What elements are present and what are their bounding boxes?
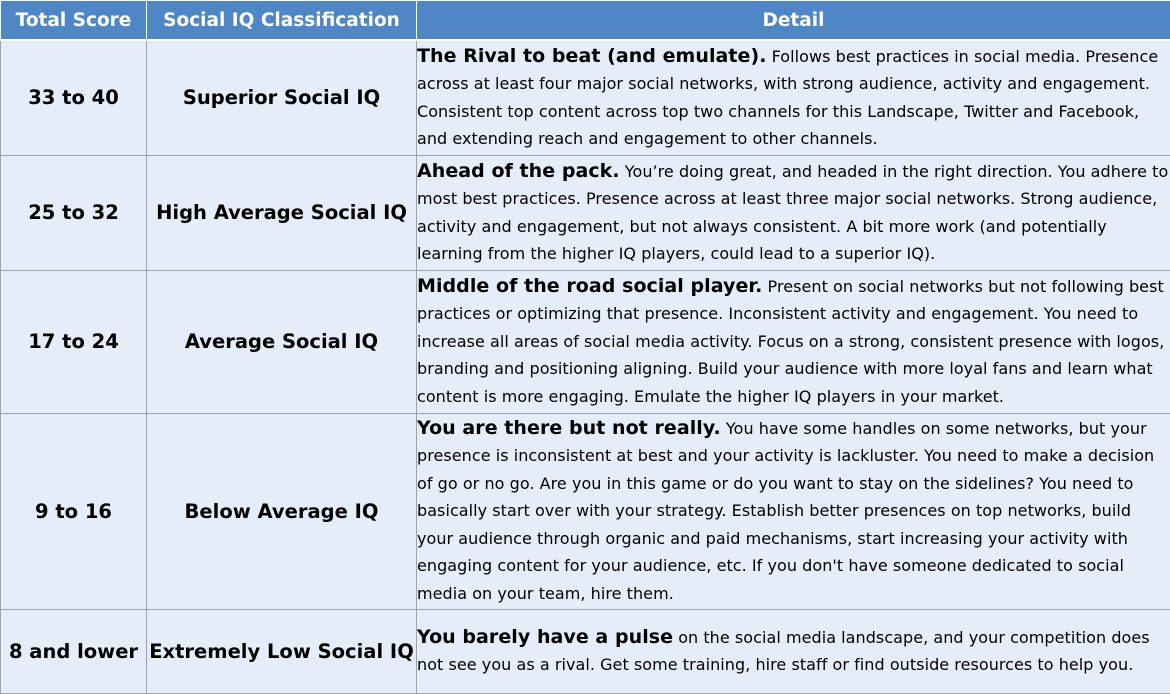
detail-lead: The Rival to beat (and emulate). — [417, 45, 766, 67]
classification-cell: Below Average IQ — [147, 413, 417, 609]
detail-text: on the social media landscape, and your competition does not see you as a rival. Get some training, hire staff or find outside resources to help you. — [417, 628, 1150, 675]
score-cell: 9 to 16 — [1, 413, 147, 609]
classification-cell: Average Social IQ — [147, 270, 417, 413]
score-cell: 33 to 40 — [1, 40, 147, 155]
score-cell: 25 to 32 — [1, 155, 147, 270]
detail-text: You’re doing great, and headed in the right direction. You adhere to most best practices. Presence across at least three major social networks. Strong audience, activity and engagement, but not always consistent. A bit more work (and potentially learning from the higher IQ players, could lead to a superior IQ). — [417, 162, 1168, 264]
classification-cell: High Average Social IQ — [147, 155, 417, 270]
table-row — [1, 609, 1170, 693]
table-row — [1, 270, 1170, 413]
header-row — [1, 1, 1170, 41]
detail-cell — [417, 40, 1170, 155]
header-detail: Detail — [417, 1, 1170, 41]
detail-cell — [417, 155, 1170, 270]
detail-cell — [417, 270, 1170, 413]
header-classification: Social IQ Classification — [147, 1, 417, 41]
detail-lead: You barely have a pulse — [417, 626, 673, 648]
detail-text: Present on social networks but not following best practices or optimizing that presence. Inconsistent activity and engagement. You need to increase all areas of social media activity. Focus on a strong, consistent presence with logos, branding and positioning aligning. Build your audience with more loyal fans and learn what content is more engaging. Emulate the higher IQ players in your market. — [417, 277, 1164, 406]
detail-lead: Ahead of the pack. — [417, 160, 620, 182]
score-cell: 8 and lower — [1, 609, 147, 693]
detail-text: Follows best practices in social media. Presence across at least four major social networks, with strong audience, activity and engagement. Consistent top content across top two channels for this Landscape, Twitter and Facebook, and extending reach and engagement to other channels. — [417, 47, 1158, 149]
detail-lead: You are there but not really. — [417, 417, 721, 439]
detail-cell — [417, 609, 1170, 693]
detail-text: You have some handles on some networks, but your presence is inconsistent at best and your activity is lackluster. You need to make a decision of go or no go. Are you in this game or do you want to stay on the sidelines? You need to basically start over with your strategy. Establish better presences on top networks, build your audience through organic and paid mechanisms, start increasing your activity with engaging content for your audience, etc. If you don't have someone dedicated to social media on your team, hire them. — [417, 419, 1154, 603]
classification-cell: Superior Social IQ — [147, 40, 417, 155]
header-total-score: Total Score — [1, 1, 147, 41]
table-row — [1, 413, 1170, 609]
score-cell: 17 to 24 — [1, 270, 147, 413]
table-row — [1, 40, 1170, 155]
table-row — [1, 155, 1170, 270]
detail-lead: Middle of the road social player. — [417, 275, 762, 297]
detail-cell — [417, 413, 1170, 609]
classification-cell: Extremely Low Social IQ — [147, 609, 417, 693]
